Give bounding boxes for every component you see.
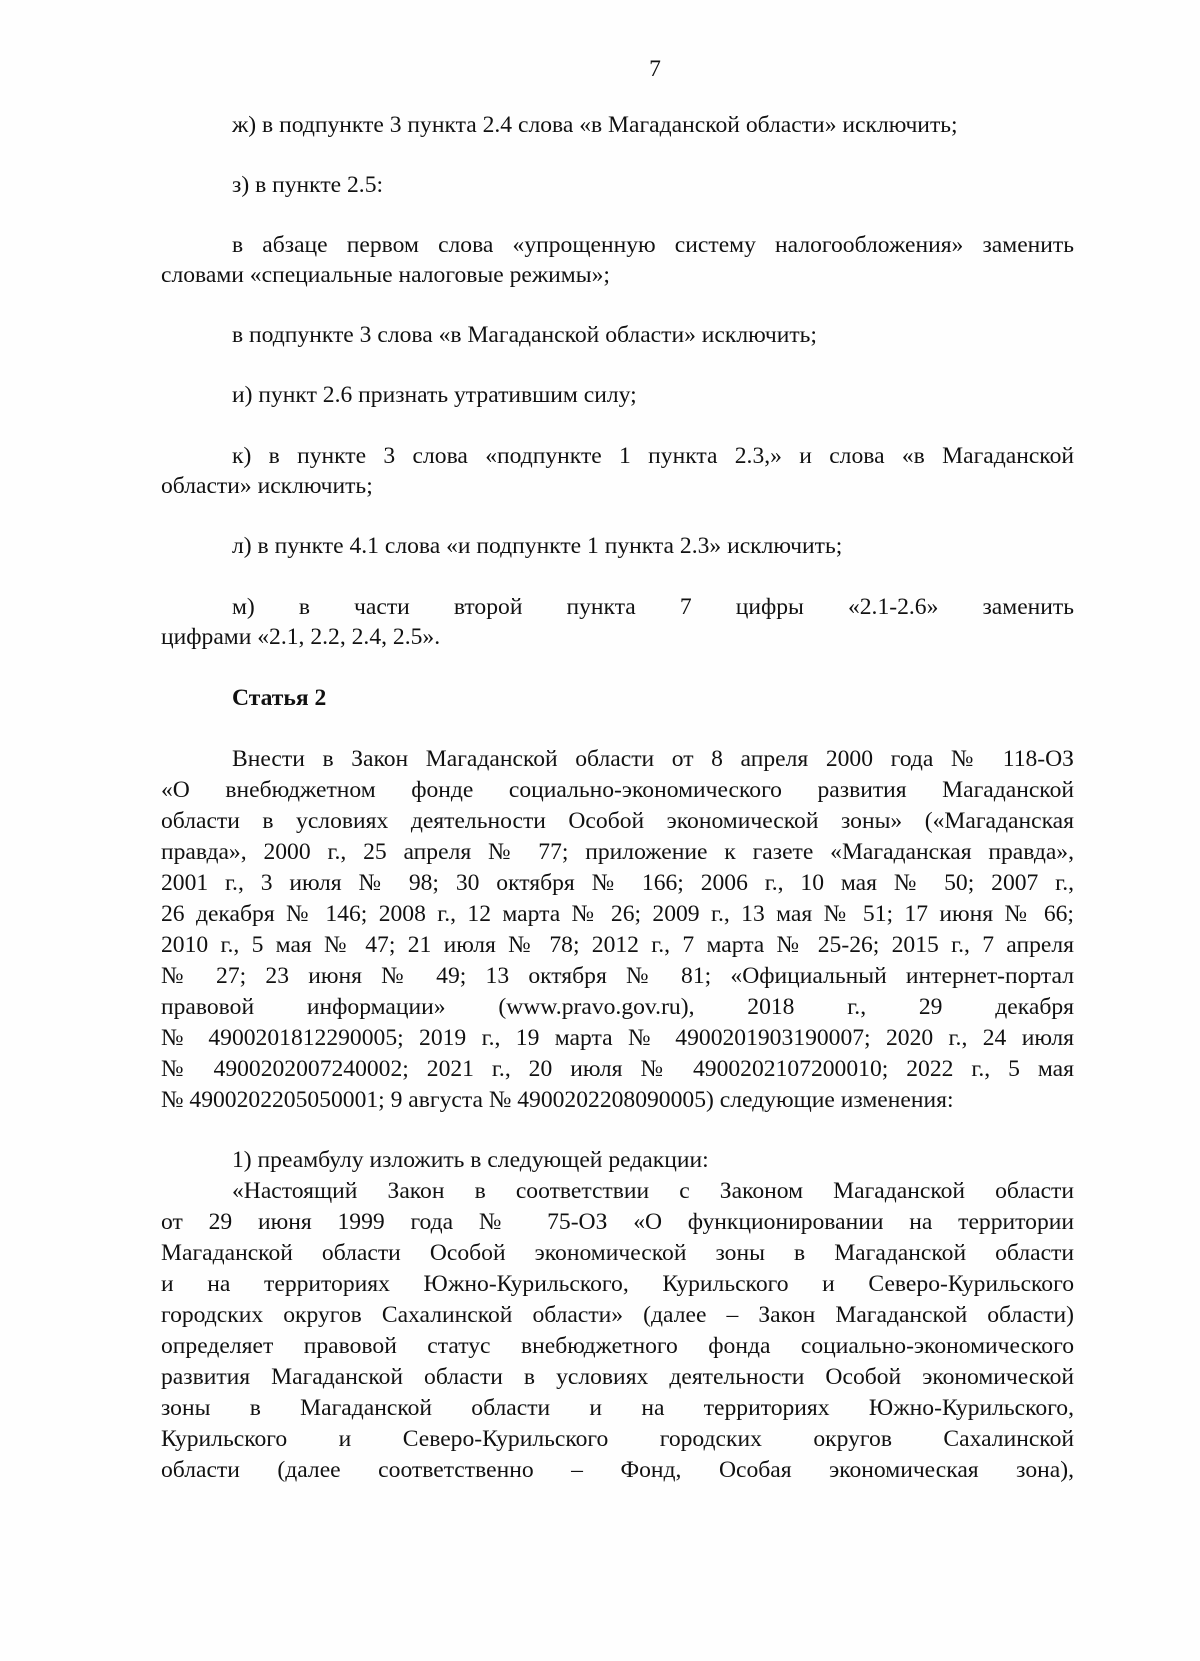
article-2-line-2: «О внебюджетном фонде социально-экономического развития Магаданской	[161, 777, 1074, 803]
preamble-line-6: определяет правовой статус внебюджетного фонда социально-экономического	[161, 1333, 1074, 1359]
preamble-line-3: Магаданской области Особой экономической зоны в Магаданской области	[161, 1240, 1074, 1266]
article-2-line-3: области в условиях деятельности Особой экономической зоны» («Магаданская	[161, 808, 1074, 834]
preamble-line-9: Курильского и Северо-Курильского городских округов Сахалинской	[161, 1426, 1074, 1452]
amendment-k-line-1: к) в пункте 3 слова «подпункте 1 пункта 2.3,» и слова «в Магаданской	[232, 443, 1074, 469]
amendment-i: и) пункт 2.6 признать утратившим силу;	[232, 382, 637, 408]
preamble-instruction: 1) преамбулу изложить в следующей редакции:	[232, 1147, 709, 1173]
article-2-line-10: № 4900201812290005; 2019 г., 19 марта № 4900201903190007; 2020 г., 24 июля	[161, 1025, 1074, 1051]
article-2-line-4: правда», 2000 г., 25 апреля № 77; приложение к газете «Магаданская правда»,	[161, 839, 1074, 865]
amendment-m-line-1: м) в части второй пункта 7 цифры «2.1-2.6» заменить	[232, 594, 1074, 620]
article-2-line-8: № 27; 23 июня № 49; 13 октября № 81; «Официальный интернет-портал	[161, 963, 1074, 989]
page-number: 7	[649, 56, 661, 82]
amendment-z-subitem-3: в подпункте 3 слова «в Магаданской области» исключить;	[232, 322, 817, 348]
article-2-line-6: 26 декабря № 146; 2008 г., 12 марта № 26; 2009 г., 13 мая № 51; 17 июня № 66;	[161, 901, 1074, 927]
article-2-line-11: № 4900202007240002; 2021 г., 20 июля № 4900202107200010; 2022 г., 5 мая	[161, 1056, 1074, 1082]
amendment-k-line-2: области» исключить;	[161, 473, 373, 499]
article-2-line-9: правовой информации» (www.pravo.gov.ru), 2018 г., 29 декабря	[161, 994, 1074, 1020]
article-2-line-12: № 4900202205050001; 9 августа № 4900202208090005) следующие изменения:	[161, 1087, 954, 1113]
article-2-heading: Статья 2	[232, 685, 327, 711]
article-2-line-5: 2001 г., 3 июля № 98; 30 октября № 166; 2006 г., 10 мая № 50; 2007 г.,	[161, 870, 1074, 896]
amendment-l: л) в пункте 4.1 слова «и подпункте 1 пункта 2.3» исключить;	[232, 533, 843, 559]
amendment-z: з) в пункте 2.5:	[232, 172, 384, 198]
amendment-z-paragraph-1-line-2: словами «специальные налоговые режимы»;	[161, 262, 610, 288]
preamble-line-4: и на территориях Южно-Курильского, Курильского и Северо-Курильского	[161, 1271, 1074, 1297]
amendment-m-line-2: цифрами «2.1, 2.2, 2.4, 2.5».	[161, 624, 441, 650]
preamble-line-8: зоны в Магаданской области и на территориях Южно-Курильского,	[161, 1395, 1074, 1421]
amendment-zh: ж) в подпункте 3 пункта 2.4 слова «в Магаданской области» исключить;	[232, 112, 958, 138]
article-2-line-1: Внести в Закон Магаданской области от 8 апреля 2000 года № 118-ОЗ	[232, 746, 1074, 772]
amendment-z-paragraph-1-line-1: в абзаце первом слова «упрощенную систему налогообложения» заменить	[232, 232, 1074, 258]
preamble-line-2: от 29 июня 1999 года № 75-ОЗ «О функционировании на территории	[161, 1209, 1074, 1235]
article-2-line-7: 2010 г., 5 мая № 47; 21 июля № 78; 2012 г., 7 марта № 25-26; 2015 г., 7 апреля	[161, 932, 1074, 958]
preamble-line-5: городских округов Сахалинской области» (далее – Закон Магаданской области)	[161, 1302, 1074, 1328]
preamble-line-1: «Настоящий Закон в соответствии с Законом Магаданской области	[232, 1178, 1074, 1204]
preamble-line-10: области (далее соответственно – Фонд, Особая экономическая зона),	[161, 1457, 1074, 1483]
preamble-line-7: развития Магаданской области в условиях деятельности Особой экономической	[161, 1364, 1074, 1390]
